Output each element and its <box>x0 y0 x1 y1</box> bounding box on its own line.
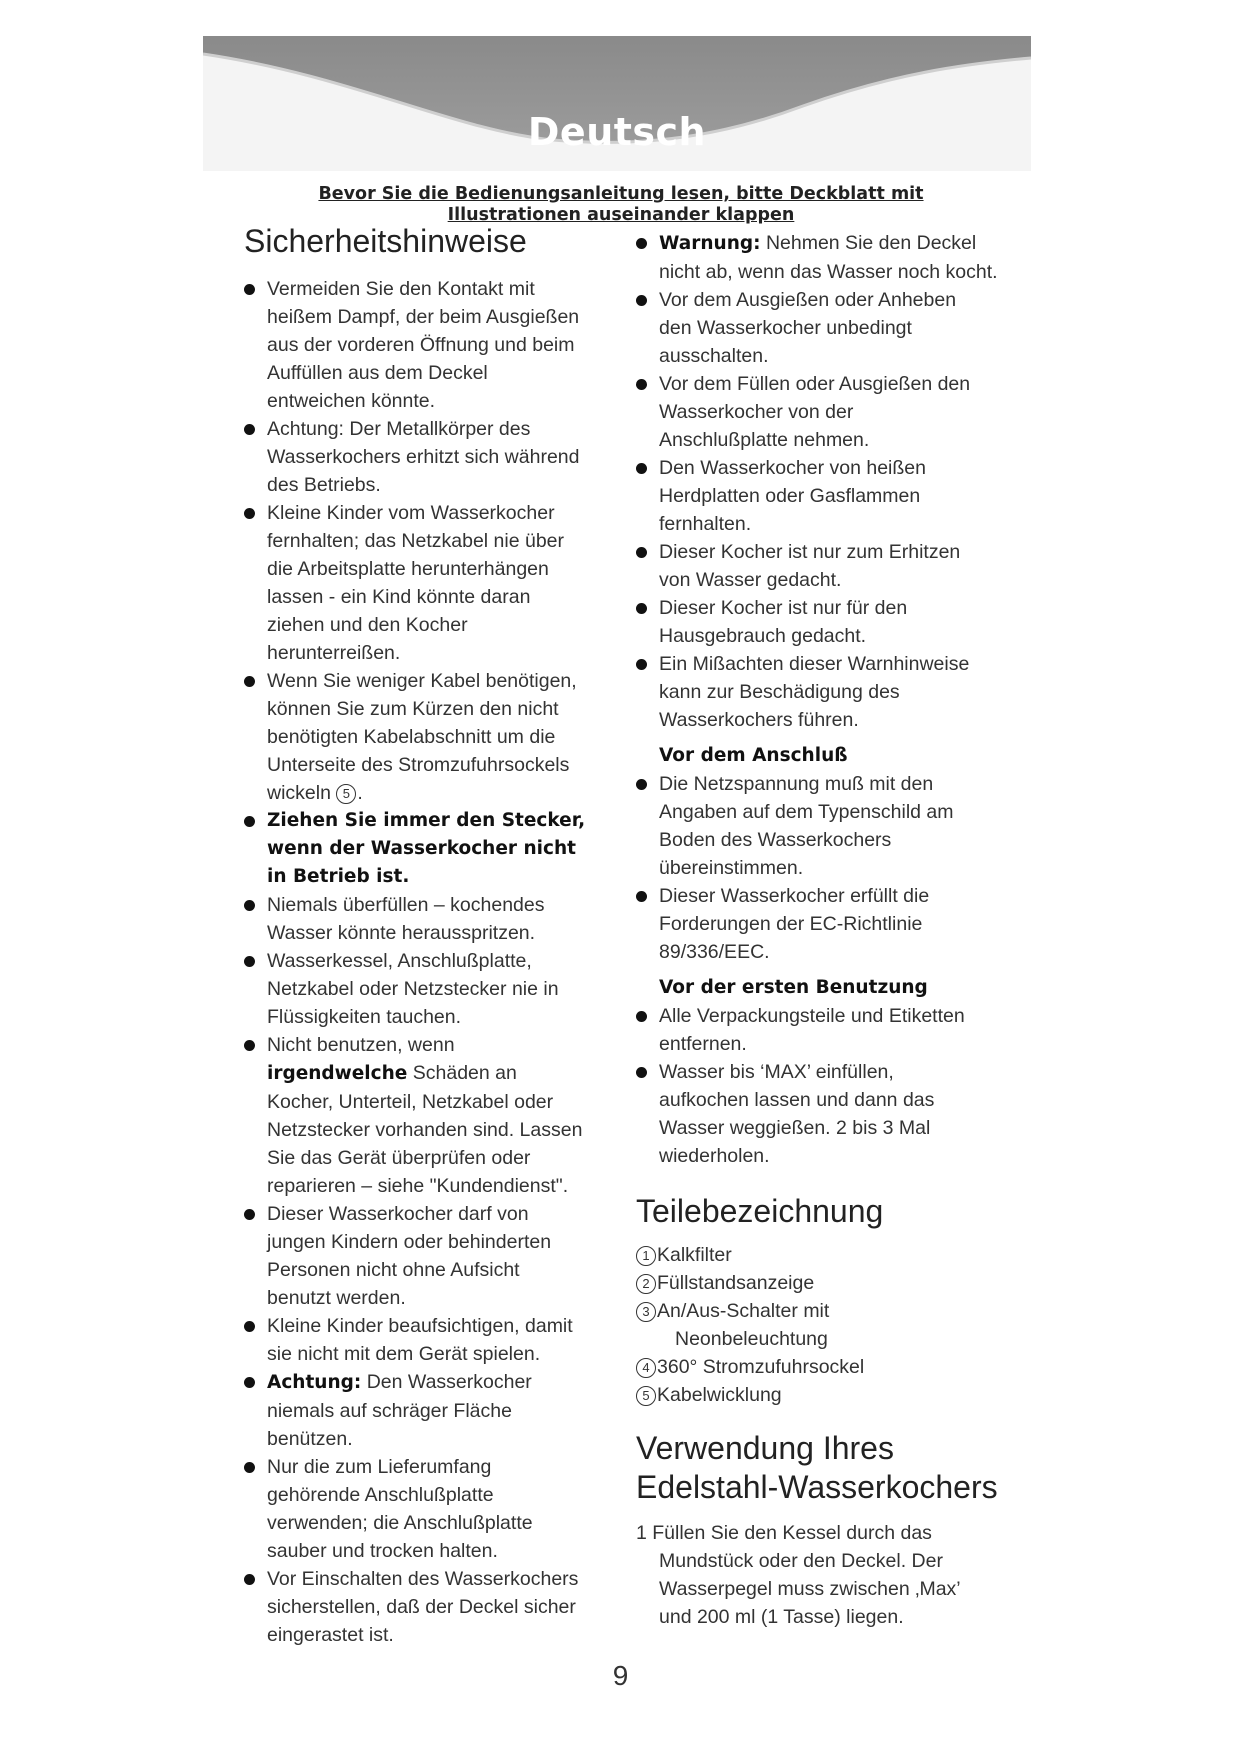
bullet-icon <box>636 547 647 558</box>
bullet-icon <box>244 676 255 687</box>
list-item: 1 Kalkfilter <box>636 1241 1026 1269</box>
list-item: Alle Verpackungsteile und Etiketten entfernen. <box>636 1002 1026 1058</box>
first-use-heading: Vor der ersten Benutzung <box>659 977 928 998</box>
language-title: Deutsch <box>527 110 707 154</box>
bullet-icon <box>636 779 647 790</box>
list-item: Den Wasserkocher von heißen Herdplatten oder Gasflammen fernhalten. <box>636 454 1026 538</box>
list-item: Achtung: Der Metallkörper des Wasserkochers erhitzt sich während des Betriebs. <box>244 415 624 499</box>
right-column <box>636 229 1026 1631</box>
bullet-icon <box>636 295 647 306</box>
bullet-icon <box>244 1040 255 1051</box>
list-item: 5 Kabelwicklung <box>636 1381 1026 1409</box>
list-item: Kleine Kinder vom Wasserkocher fernhalten; das Netzkabel nie über die Arbeitsplatte herunterhängen lassen - ein Kind könnte daran ziehen und den Kocher herunterreißen. <box>244 499 624 667</box>
safety-heading: Sicherheitshinweise <box>244 223 527 259</box>
list-item: Warnung: Nehmen Sie den Deckel nicht ab, wenn das Wasser noch kocht. <box>636 229 1026 286</box>
header-banner <box>203 36 1031 171</box>
list-item: Achtung: Den Wasserkocher niemals auf schräger Fläche benützen. <box>244 1368 624 1453</box>
connect-list <box>636 770 1026 966</box>
list-item: Vor dem Ausgießen oder Anheben den Wasserkocher unbedingt ausschalten. <box>636 286 1026 370</box>
list-item: Vor Einschalten des Wasserkochers sicherstellen, daß der Deckel sicher eingerastet ist. <box>244 1565 624 1649</box>
bullet-icon <box>636 1011 647 1022</box>
bullet-icon <box>244 508 255 519</box>
bullet-icon <box>244 1574 255 1585</box>
safety-list <box>244 275 624 1649</box>
cable-ref-badge: 5 <box>336 784 356 804</box>
list-item: Ein Mißachten dieser Warnhinweise kann zur Beschädigung des Wasserkochers führen. <box>636 650 1026 734</box>
bullet-icon <box>244 816 255 827</box>
part-number-badge: 4 <box>636 1358 656 1378</box>
list-item: Die Netzspannung muß mit den Angaben auf dem Typenschild am Boden des Wasserkochers übereinstimmen. <box>636 770 1026 882</box>
list-item: Dieser Kocher ist nur für den Hausgebrauch gedacht. <box>636 594 1026 650</box>
usage-heading: Verwendung Ihres Edelstahl-Wasserkochers <box>636 1430 998 1505</box>
parts-heading: Teilebezeichnung <box>636 1193 884 1229</box>
usage-step: 1 Füllen Sie den Kessel durch das Mundstück oder den Deckel. Der Wasserpegel muss zwischen ‚Max’ und 200 ml (1 Tasse) liegen. <box>636 1522 961 1628</box>
list-item: 4 360° Stromzufuhrsockel <box>636 1353 1026 1381</box>
bullet-icon <box>636 603 647 614</box>
list-item: Ziehen Sie immer den Stecker, wenn der Wasserkocher nicht in Betrieb ist. <box>244 807 624 891</box>
part-number-badge: 5 <box>636 1386 656 1406</box>
bullet-icon <box>636 238 647 249</box>
list-item: Kleine Kinder beaufsichtigen, damit sie nicht mit dem Gerät spielen. <box>244 1312 624 1368</box>
list-item: Nur die zum Lieferumfang gehörende Anschlußplatte verwenden; die Anschlußplatte sauber und trocken halten. <box>244 1453 624 1565</box>
page-number: 9 <box>612 1660 629 1691</box>
bullet-icon <box>636 659 647 670</box>
notice-line-2: Illustrationen auseinander klappen <box>447 205 795 225</box>
part-number-badge: 3 <box>636 1302 656 1322</box>
fold-out-notice <box>296 184 946 226</box>
list-item: Wenn Sie weniger Kabel benötigen, können Sie zum Kürzen den nicht benötigten Kabelabschnitt um die Unterseite des Stromzufuhrsockels wickeln 5 . <box>244 667 624 807</box>
notice-line-1: Bevor Sie die Bedienungsanleitung lesen, bitte Deckblatt mit <box>318 184 924 204</box>
bullet-icon <box>636 891 647 902</box>
first-use-list <box>636 1002 1026 1170</box>
part-number-badge: 1 <box>636 1246 656 1266</box>
bullet-icon <box>636 463 647 474</box>
list-item: Vermeiden Sie den Kontakt mit heißem Dampf, der beim Ausgießen aus der vorderen Öffnung und beim Auffüllen aus dem Deckel entweichen könnte. <box>244 275 624 415</box>
list-item: Niemals überfüllen – kochendes Wasser könnte herausspritzen. <box>244 891 624 947</box>
bullet-icon <box>244 1462 255 1473</box>
list-item: 3 An/Aus-Schalter mit Neonbeleuchtung <box>636 1297 1026 1353</box>
bullet-icon <box>244 1377 255 1388</box>
part-number-badge: 2 <box>636 1274 656 1294</box>
list-item: 2 Füllstandsanzeige <box>636 1269 1026 1297</box>
bullet-icon <box>244 956 255 967</box>
list-item: Wasserkessel, Anschlußplatte, Netzkabel oder Netzstecker nie in Flüssigkeiten tauchen. <box>244 947 624 1031</box>
bullet-icon <box>636 379 647 390</box>
bullet-icon <box>244 424 255 435</box>
safety-list-continued <box>636 229 1026 734</box>
list-item: Dieser Wasserkocher erfüllt die Forderungen der EC-Richtlinie 89/336/EEC. <box>636 882 1026 966</box>
list-item: Dieser Wasserkocher darf von jungen Kindern oder behinderten Personen nicht ohne Aufsicht benutzt werden. <box>244 1200 624 1312</box>
bullet-icon <box>244 1209 255 1220</box>
bullet-icon <box>244 284 255 295</box>
connect-heading: Vor dem Anschluß <box>659 745 848 766</box>
list-item: Dieser Kocher ist nur zum Erhitzen von Wasser gedacht. <box>636 538 1026 594</box>
list-item: Nicht benutzen, wenn irgendwelche Schäden an Kocher, Unterteil, Netzkabel oder Netzstecker vorhanden sind. Lassen Sie das Gerät überprüfen oder reparieren – siehe "Kundendienst". <box>244 1031 624 1200</box>
bullet-icon <box>244 900 255 911</box>
left-column <box>244 222 624 1649</box>
list-item: Wasser bis ‘MAX’ einfüllen, aufkochen lassen und dann das Wasser weggießen. 2 bis 3 Mal wiederholen. <box>636 1058 1026 1170</box>
parts-list <box>636 1241 1026 1409</box>
bullet-icon <box>244 1321 255 1332</box>
list-item: Vor dem Füllen oder Ausgießen den Wasserkocher von der Anschlußplatte nehmen. <box>636 370 1026 454</box>
bullet-icon <box>636 1067 647 1078</box>
